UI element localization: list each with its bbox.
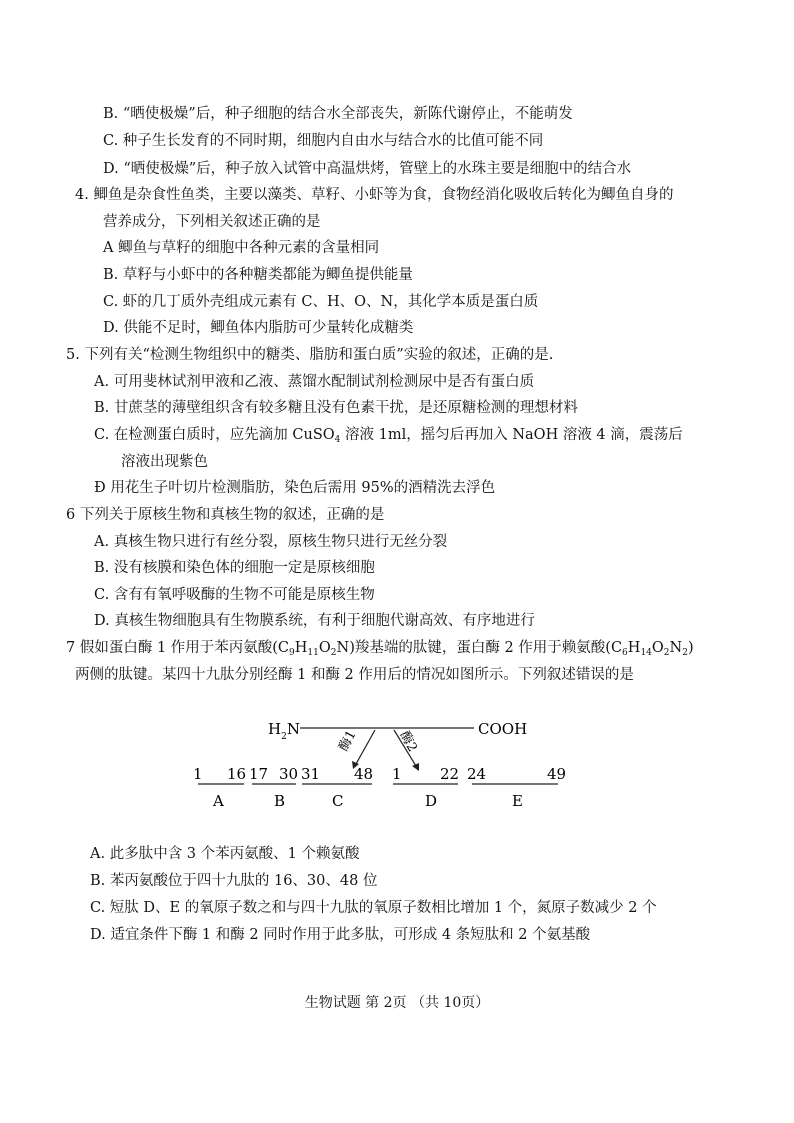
q4-option-a: A 鲫鱼与草籽的细胞中各种元素的含量相同 — [103, 240, 380, 256]
q7-formula-sub: 2 — [330, 648, 337, 658]
fragment-c-end: 48 — [354, 765, 374, 783]
q7-formula-part: H — [294, 640, 308, 656]
q3-option-c: C. 种子生长发育的不同时期，细胞内自由水与结合水的比值可能不同 — [103, 133, 544, 149]
q6-option-a: A. 真核生物只进行有丝分裂，原核生物只进行无丝分裂 — [94, 534, 448, 550]
q7-stem-part: 7 假如蛋白酶 1 作用于苯丙氨酸(C — [66, 640, 290, 656]
q7-formula-sub: 11 — [307, 648, 319, 658]
enzyme1-label: 酶1 — [336, 728, 360, 754]
q7-formula-part: ) — [687, 640, 694, 656]
q4-stem-line1: 4. 鲫鱼是杂食性鱼类，主要以藻类、草籽、小虾等为食，食物经消化吸收后转化为鲫鱼自身的 — [75, 187, 674, 203]
page-footer: 生物试题 第 2页 （共 10页） — [304, 995, 490, 1011]
q5-option-c — [94, 424, 683, 446]
enzyme2-label: 酶2 — [396, 728, 420, 755]
q5-option-d: Đ 用花生子叶切片检测脂肪，染色后需用 95%的酒精洗去浮色 — [94, 480, 496, 496]
q7-option-d: D. 适宜条件下酶 1 和酶 2 同时作用于此多肽，可形成 4 条短肽和 2 个氨基酸 — [90, 927, 591, 943]
q4-option-c: C. 虾的几丁质外壳组成元素有 C、H、O、N，其化学本质是蛋白质 — [103, 294, 539, 310]
q5-option-c-sub: 4 — [334, 435, 341, 445]
fragment-d-end: 22 — [440, 765, 460, 783]
q7-stem-line1 — [66, 637, 694, 659]
q5-option-c-pre: C. 在检测蛋白质时，应先滴加 CuSO — [94, 427, 335, 443]
q6-option-b: B. 没有核膜和染色体的细胞一定是原核细胞 — [94, 560, 375, 576]
q5-option-c-line2: 溶液出现紫色 — [121, 454, 208, 470]
fragment-b-end: 30 — [279, 765, 299, 783]
q4-stem-line2: 营养成分，下列相关叙述正确的是 — [103, 214, 321, 230]
q5-option-b: B. 甘蔗茎的薄壁组织含有较多糖且没有色素干扰，是还原糖检测的理想材料 — [94, 400, 578, 416]
fragment-c-label: C — [332, 792, 344, 810]
fragment-a-end: 16 — [227, 765, 247, 783]
q4-option-d: D. 供能不足时，鲫鱼体内脂肪可少量转化成糖类 — [103, 320, 414, 336]
q7-option-a: A. 此多肽中含 3 个苯丙氨酸、1 个赖氨酸 — [90, 846, 360, 862]
h2n-label: $H_2N$ — [268, 720, 300, 742]
peptide-cleavage-diagram — [180, 712, 580, 826]
fragment-d-start: 1 — [392, 765, 402, 783]
fragment-e-start: 24 — [467, 765, 487, 783]
q7-formula-part: H — [627, 640, 641, 656]
q3-option-d: D. “晒使极燥”后，种子放入试管中高温烘烤，管壁上的水珠主要是细胞中的结合水 — [103, 161, 632, 177]
fragment-b-label: B — [274, 792, 286, 810]
q7-option-c: C. 短肽 D、E 的氧原子数之和与四十九肽的氧原子数相比增加 1 个，氮原子数减少 2 个 — [90, 900, 657, 916]
cooh-label: COOH — [478, 720, 528, 738]
fragment-c-start: 31 — [301, 765, 321, 783]
peptide-cleavage-svg — [180, 712, 580, 822]
q6-option-d: D. 真核生物细胞具有生物膜系统，有利于细胞代谢高效、有序地进行 — [94, 613, 535, 629]
fragment-a-label: A — [213, 792, 224, 810]
q7-formula-sub: 2 — [682, 648, 688, 658]
q5-option-a: A. 可用斐林试剂甲液和乙液、蒸馏水配制试剂检测尿中是否有蛋白质 — [94, 374, 535, 390]
q3-option-b: B. “晒使极燥”后，种子细胞的结合水全部丧失，新陈代谢停止，不能萌发 — [103, 106, 573, 122]
q5-stem: 5. 下列有关“检测生物组织中的糖类、脂肪和蛋白质”实验的叙述，正确的是. — [66, 347, 554, 363]
q7-stem-line2: 两侧的肽键。某四十九肽分别经酶 1 和酶 2 作用后的情况如图所示。下列叙述错误的是 — [75, 667, 634, 683]
fragment-d-label: D — [425, 792, 438, 810]
q6-option-c: C. 含有有氧呼吸酶的生物不可能是原核生物 — [94, 587, 375, 603]
q7-formula-sub: 14 — [640, 648, 652, 658]
q7-formula-sub: 2 — [663, 648, 670, 658]
q7-stem-part: N)羧基端的肽键，蛋白酶 2 作用于赖氨酸(C — [336, 640, 623, 656]
q6-stem: 6 下列关于原核生物和真核生物的叙述，正确的是 — [66, 507, 385, 523]
fragment-e-end: 49 — [547, 765, 567, 783]
q7-formula-part: N — [669, 640, 683, 656]
q5-option-c-post: 溶液 1ml，摇匀后再加入 NaOH 溶液 4 滴，震荡后 — [340, 427, 683, 443]
fragment-b-start: 17 — [249, 765, 269, 783]
q7-option-b: B. 苯丙氨酸位于四十九肽的 16、30、48 位 — [90, 873, 378, 889]
q7-formula-sub: 6 — [622, 648, 628, 658]
q7-formula-part: O — [318, 640, 331, 656]
q7-formula-part: O — [651, 640, 664, 656]
q7-formula-sub: 9 — [289, 648, 295, 658]
fragment-a-start: 1 — [193, 765, 203, 783]
fragment-e-label: E — [512, 792, 523, 810]
q4-option-b: B. 草籽与小虾中的各种糖类都能为鲫鱼提供能量 — [103, 267, 413, 283]
